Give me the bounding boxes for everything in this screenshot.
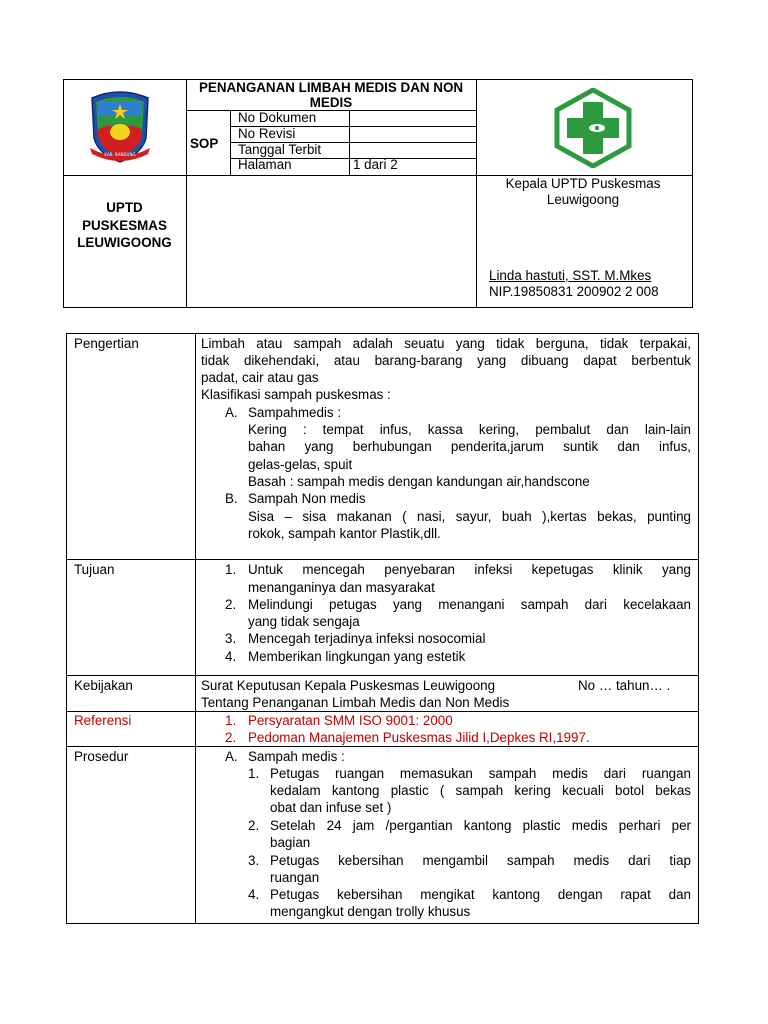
kebijakan-text: Surat Keputusan Kepala Puskesmas Leuwigoong [201, 678, 496, 693]
list-marker: 1. [248, 766, 260, 781]
pengertian-text: Limbah atau sampah adalah seuatu yang tidak berguna, tidak terpakai, [201, 336, 691, 351]
pengertian-text: padat, cair atau gas [201, 370, 319, 385]
list-marker: 1. [225, 562, 237, 577]
content-divider [66, 746, 699, 747]
pengertian-text: gelas-gelas, spuit [248, 457, 353, 472]
content-divider [66, 675, 699, 676]
list-marker: 1. [225, 713, 237, 728]
doc-field-label: No Revisi [238, 126, 296, 141]
kepala-title [478, 176, 688, 208]
prosedur-text: kedalam kantong plastic ( sampah kering kecuali botol bekas [270, 783, 691, 798]
prosedur-text: bagian [270, 835, 311, 850]
sop-title: PENANGANAN LIMBAH MEDIS DAN NON MEDIS [198, 80, 464, 110]
prosedur-text: mengangkut dengan trolly khusus [270, 904, 471, 919]
list-marker: 2. [225, 597, 237, 612]
prosedur-text: Sampah medis : [248, 749, 345, 764]
header-divider [186, 79, 187, 308]
pengertian-text: Sampah Non medis [248, 491, 366, 506]
signer-name: Linda hastuti, SST. M.Mkes [489, 268, 652, 283]
list-marker: A. [225, 405, 238, 420]
pengertian-text: bahan yang berhubungan penderita,jarum suntik dan infus, [248, 439, 691, 454]
list-marker: 4. [225, 649, 237, 664]
referensi-text: Persyaratan SMM ISO 9001: 2000 [248, 713, 453, 728]
list-marker: 4. [248, 887, 260, 902]
prosedur-text: ruangan [270, 870, 320, 885]
sop-label: SOP [190, 136, 219, 151]
header-divider [349, 110, 350, 175]
pengertian-text: Klasifikasi sampah puskesmas : [201, 387, 391, 402]
tujuan-text: menanganinya dan masyarakat [248, 580, 435, 595]
doc-field-label: Tanggal Terbit [238, 142, 322, 157]
pengertian-text: Sisa – sisa makanan ( nasi, sayur, buah ),kertas bekas, punting [248, 509, 691, 524]
prosedur-text: Petugas kebersihan mengikat kantong dengan rapat dan [270, 887, 691, 902]
kebijakan-text-tail: No … tahun… . [578, 678, 671, 693]
pengertian-text: Sampahmedis : [248, 405, 342, 420]
pengertian-text: Basah : sampah medis dengan kandungan air,handscone [248, 474, 590, 489]
prosedur-text: obat dan infuse set ) [270, 800, 392, 815]
doc-field-label: No Dokumen [238, 110, 317, 125]
regency-logo-text: KAB. BANDUNG [104, 152, 136, 157]
tujuan-text: Memberikan lingkungan yang estetik [248, 649, 466, 664]
org-line: PUSKESMAS [82, 217, 167, 233]
org-name [64, 199, 185, 252]
list-marker: 3. [248, 853, 260, 868]
referensi-text: Pedoman Manajemen Puskesmas Jilid I,Depkes RI,1997. [248, 730, 590, 745]
prosedur-text: Petugas ruangan memasukan sampah medis dari ruangan [270, 766, 691, 781]
kepala-line: Leuwigoong [546, 192, 620, 207]
doc-field-value: 1 dari 2 [353, 157, 398, 172]
org-line: UPTD [106, 200, 143, 215]
header-divider [230, 110, 231, 175]
list-marker: 2. [225, 730, 237, 745]
puskesmas-logo [553, 88, 633, 168]
kebijakan-text: Tentang Penanganan Limbah Medis dan Non Medis [201, 695, 510, 710]
row-label: Referensi [74, 713, 132, 728]
tujuan-text: Untuk mencegah penyebaran infeksi kepetugas klinik yang [248, 562, 691, 577]
list-marker: B. [225, 491, 238, 506]
row-label: Pengertian [74, 336, 139, 351]
content-divider [195, 333, 196, 924]
pengertian-text: tidak dikehendaki, atau barang-barang yang dibuang dapat berbentuk [201, 353, 691, 368]
tujuan-text: yang tidak sengaja [248, 614, 360, 629]
list-marker: A. [225, 749, 238, 764]
content-divider [66, 559, 699, 560]
prosedur-text: Setelah 24 jam /pergantian kantong plastic medis perhari per [270, 818, 691, 833]
list-marker: 2. [248, 818, 260, 833]
pengertian-text: rokok, sampah kantor Plastik,dll. [248, 526, 441, 541]
row-label: Prosedur [74, 749, 129, 764]
doc-field-label: Halaman [238, 157, 292, 172]
signer-nip: NIP.19850831 200902 2 008 [489, 284, 659, 299]
regency-logo [86, 88, 154, 166]
list-marker: 3. [225, 631, 237, 646]
tujuan-text: Mencegah terjadinya infeksi nosocomial [248, 631, 486, 646]
kepala-line: Kepala UPTD Puskesmas [505, 176, 661, 191]
pengertian-text: Kering : tempat infus, kassa kering, pembalut dan lain-lain [248, 422, 691, 437]
row-label: Kebijakan [74, 678, 133, 693]
tujuan-text: Melindungi petugas yang menangani sampah dari kecelakaan [248, 597, 691, 612]
row-label: Tujuan [74, 562, 115, 577]
header-divider [476, 79, 477, 308]
prosedur-text: Petugas kebersihan mengambil sampah medis dari tiap [270, 853, 691, 868]
org-line: LEUWIGOONG [77, 235, 172, 250]
